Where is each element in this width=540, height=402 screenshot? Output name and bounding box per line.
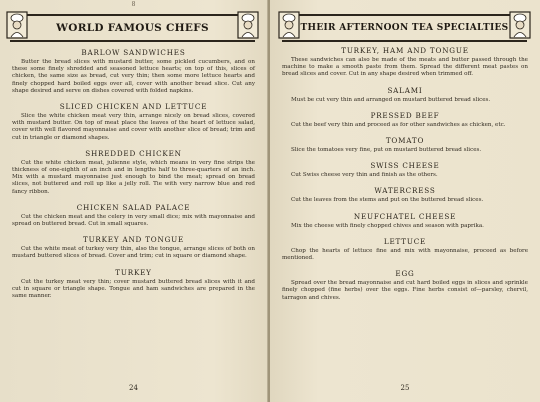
right-page-header: [282, 14, 527, 42]
recipe-title: TOMATO: [385, 136, 425, 146]
recipe-body: Slice the white chicken meat very thin, arrange nicely on bread slices, covered with mustard butter. On top of meat place the leaves of the heart of lettuce salad, cover with well flavored mayonnaise and cover with another slice of bread; trim and cut in triangle or diamond shapes.: [12, 113, 255, 141]
recipe-section: [282, 212, 528, 230]
recipe-section: [282, 46, 528, 79]
recipe-title: WATERCRESS: [374, 186, 436, 196]
recipe-body: Cut the beef very thin and proceed as for other sandwiches as chicken, etc.: [291, 121, 506, 128]
recipe-title: EGG: [395, 269, 415, 279]
recipe-section: [282, 161, 528, 179]
recipe-section: [282, 86, 528, 104]
recipe-section: [12, 102, 255, 142]
recipe-section: [12, 48, 255, 95]
chef-ornament-icon: [509, 11, 531, 39]
page-number: 25: [400, 384, 410, 392]
recipe-body: Cut the white chicken meat, julienne style, which means in very fine strips the thickness of one-eighth of an inch and in lengths half to three-quarters of an inch. Mix with a mustard mayonnaise just enough to bind the meat; spread on bread slices, not buttered and roll up like a jelly roll. Tie with very narrow blue and red fancy ribbon.: [12, 159, 255, 195]
recipe-title: LETTUCE: [383, 236, 427, 246]
right-page-title: THEIR AFTERNOON TEA SPECIALTIES: [300, 23, 509, 33]
chef-ornament-icon: [278, 11, 300, 39]
recipe-body: Cut the turkey meat very thin; cover mustard buttered bread slices with it and cut in square or triangle shape. Tongue and ham sandwiches are prepared in the same manner.: [12, 278, 255, 300]
page-number: 24: [129, 384, 138, 392]
recipe-body: Cut the white meat of turkey very thin, also the tongue, arrange slices of both on mustard buttered slices of bread. Cover and trim; cut in square or diamond shape.: [12, 246, 255, 260]
recipe-section: [12, 268, 255, 301]
recipe-body: Cut the leaves from the stems and put on the buttered bread slices.: [291, 197, 484, 204]
recipe-section: [12, 149, 255, 196]
recipe-section: [12, 235, 255, 260]
recipe-body: Must be cut very thin and arranged on mustard buttered bread slices.: [291, 96, 491, 103]
right-page-content: [282, 46, 528, 309]
recipe-body: Slice the tomatoes very fine, put on mustard buttered bread slices.: [291, 147, 482, 154]
recipe-section: [12, 203, 255, 228]
recipe-section: [282, 111, 528, 129]
right-page: [270, 0, 540, 402]
recipe-body: These sandwiches can also be made of the meats and butter passed through the machine to make a smooth paste from them. Spread the different meat pastes on bread slices and cover. Cut in any shape desired when trimmed off.: [282, 57, 528, 78]
recipe-title: SHREDDED CHICKEN: [85, 148, 182, 158]
recipe-title: NEUFCHATEL CHEESE: [353, 211, 457, 221]
recipe-title: SWISS CHEESE: [370, 161, 440, 171]
chef-ornament-icon: [237, 11, 259, 39]
recipe-body: Cut Swiss cheese very thin and finish as the others.: [291, 172, 438, 179]
page-top-mark: 8: [131, 1, 136, 8]
recipe-body: Spread over the bread mayonnaise and cut hard boiled eggs in slices and sprinkle finely chopped (fine herbs) over the eggs. Fine herbs consist of—parsley, chervil, tarragon and chives.: [282, 280, 528, 301]
left-page-title: WORLD FAMOUS CHEFS: [56, 22, 209, 34]
recipe-title: TURKEY AND TONGUE: [82, 235, 185, 245]
recipe-body: Cut the chicken meat and the celery in very small dice; mix with mayonnaise and spread on buttered bread. Cut in small squares.: [12, 213, 255, 228]
recipe-section: [282, 269, 528, 302]
recipe-title: TURKEY, HAM AND TONGUE: [341, 46, 469, 55]
left-page-header: [10, 14, 255, 42]
recipe-body: Butter the bread slices with mustard butter, some pickled cucumbers, and on these some finely shredded and seasoned lettuce hearts; on top of this, slices of chicken, the same size as bread, cut very thin; then some more lettuce hearts and finely chopped hard boiled eggs over all, cover with another bread slice. Cut any shape desired and serve on dishes covered with folded napkins.: [12, 59, 255, 94]
recipe-section: [282, 186, 528, 204]
left-page: [0, 0, 268, 402]
recipe-title: SALAMI: [387, 85, 423, 95]
recipe-title: TURKEY: [115, 267, 152, 277]
recipe-section: [282, 237, 528, 262]
recipe-title: BARLOW SANDWICHES: [81, 48, 186, 57]
recipe-body: Chop the hearts of lettuce fine and mix with mayonnaise, proceed as before mentioned.: [282, 247, 528, 262]
chef-ornament-icon: [6, 11, 28, 39]
left-page-content: [12, 48, 255, 307]
recipe-section: [282, 136, 528, 154]
recipe-title: SLICED CHICKEN AND LETTUCE: [59, 102, 208, 112]
recipe-title: CHICKEN SALAD PALACE: [76, 202, 191, 212]
recipe-title: PRESSED BEEF: [370, 110, 440, 120]
recipe-body: Mix the cheese with finely chopped chives and season with paprika.: [291, 222, 484, 229]
